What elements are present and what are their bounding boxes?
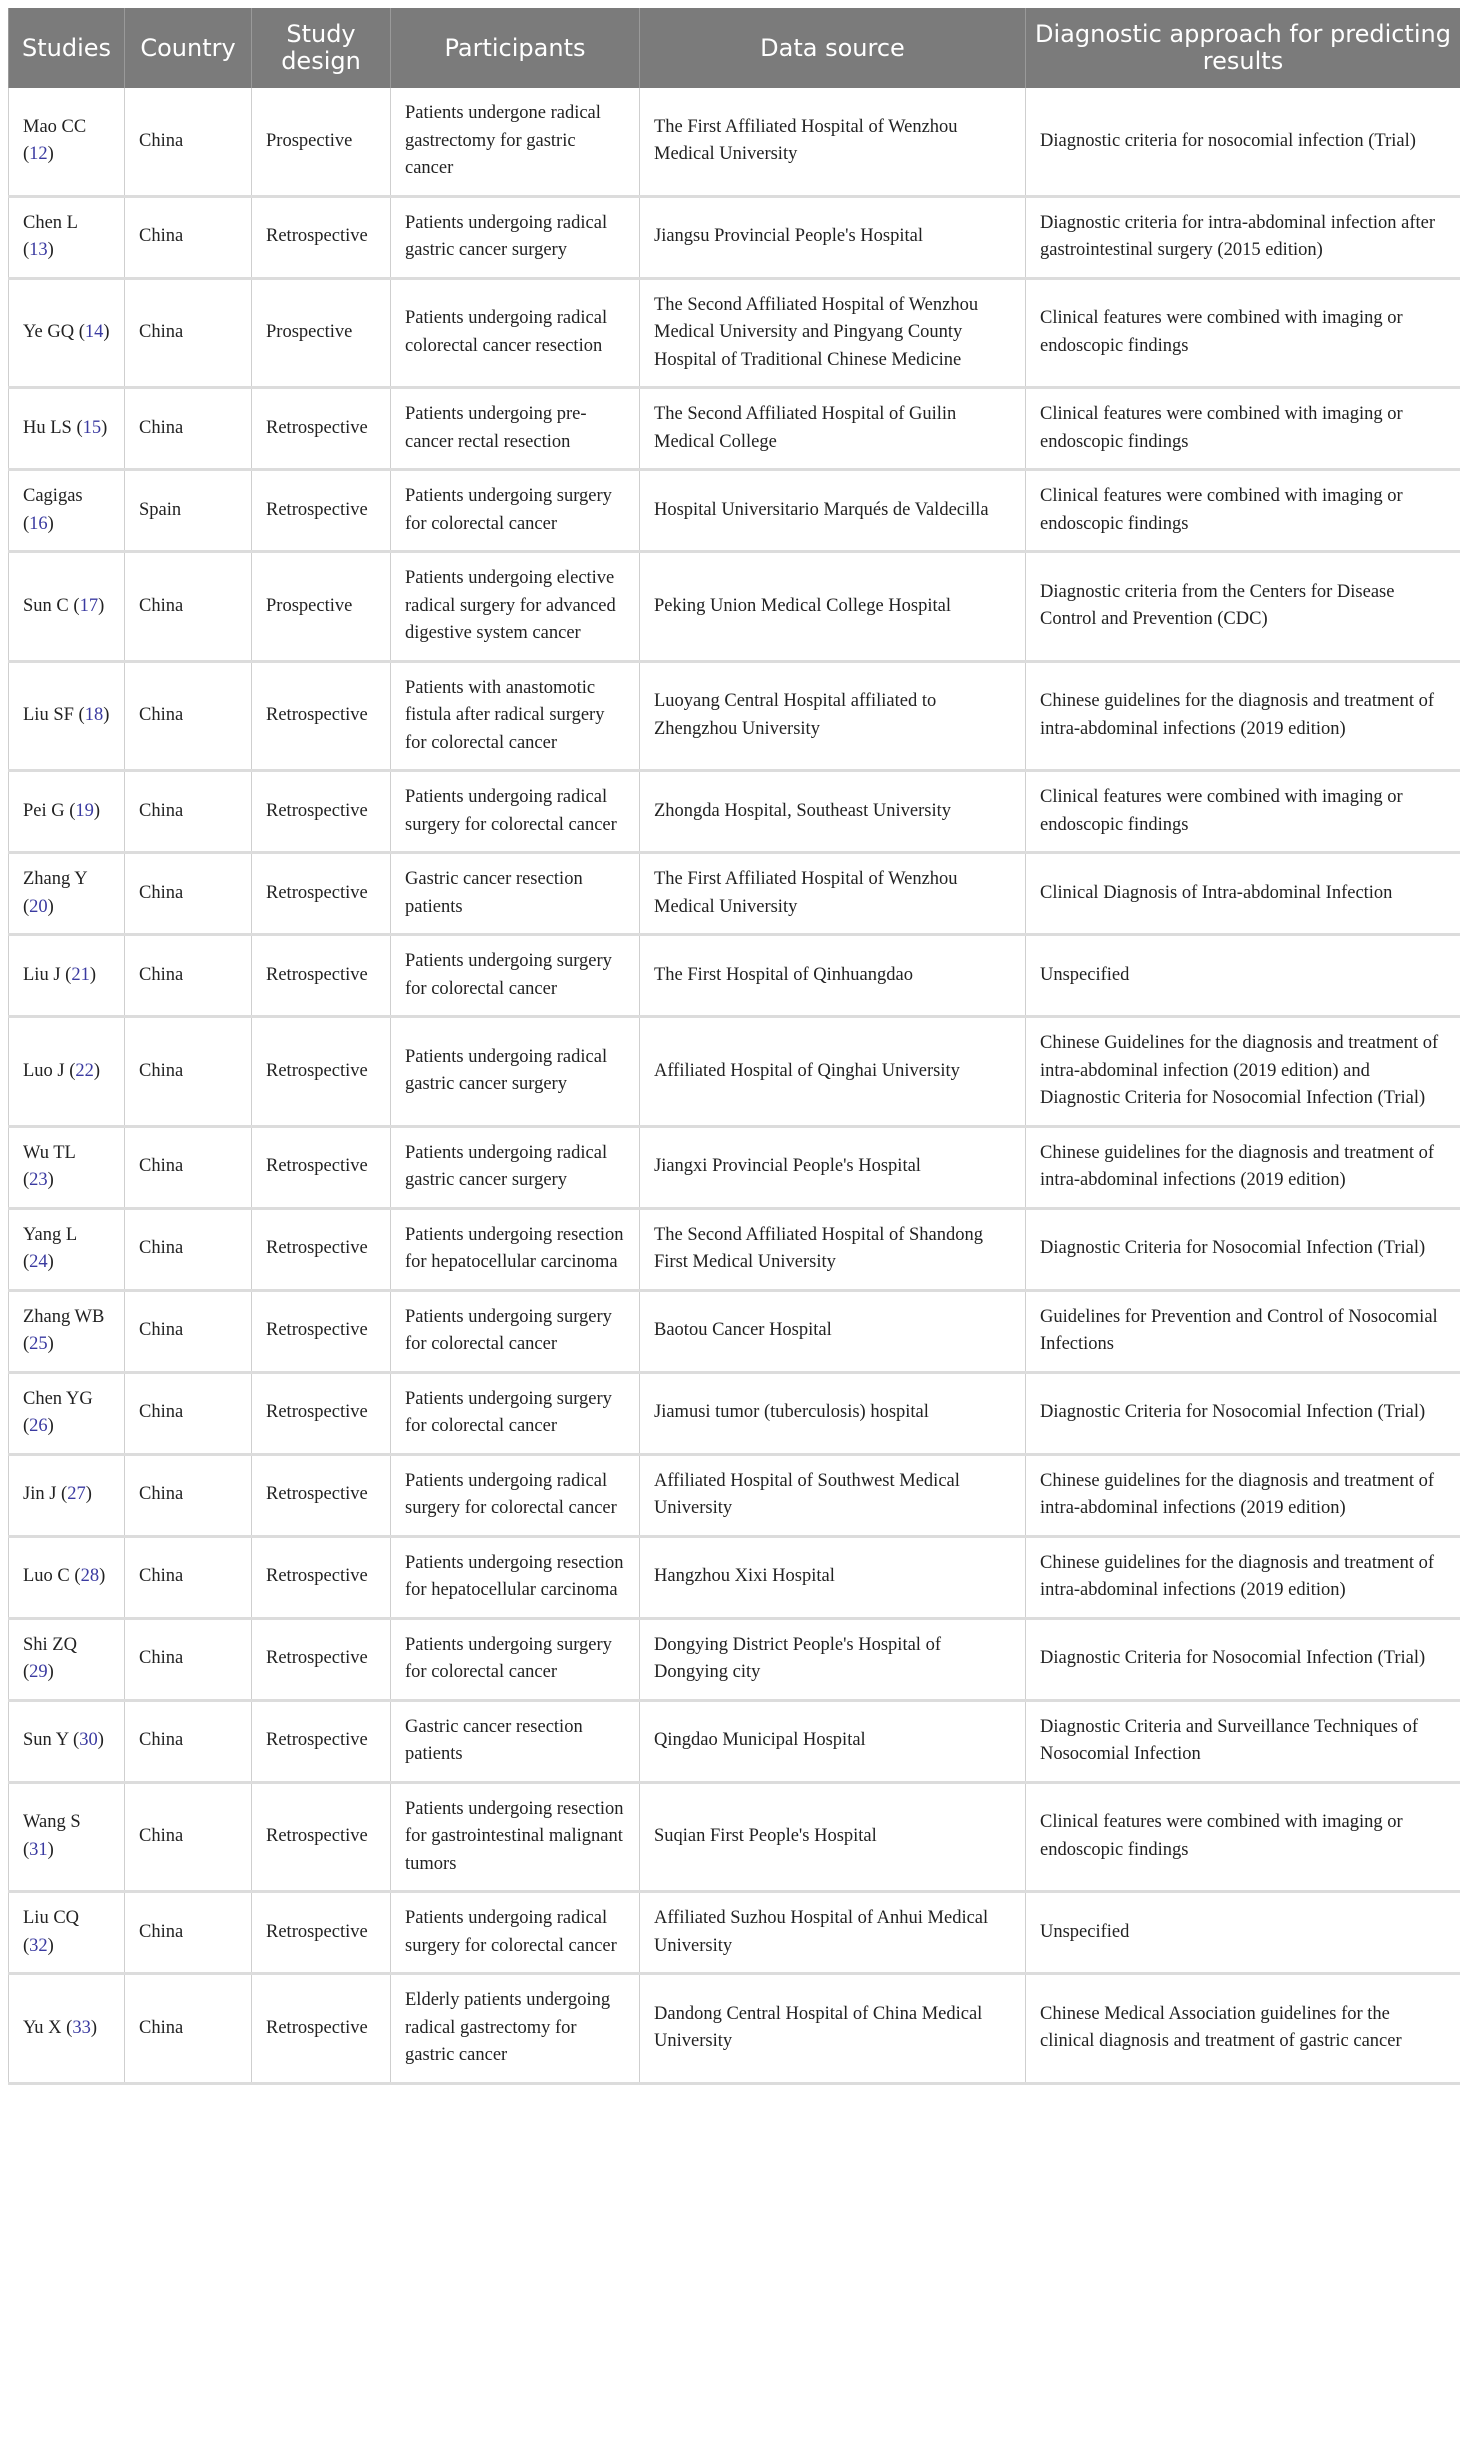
reference-link[interactable]: 20 — [29, 896, 48, 917]
cell-diagnostic-approach: Clinical features were combined with imaging or endoscopic findings — [1026, 278, 1460, 388]
study-author: Mao CC — [23, 116, 87, 137]
study-author: Chen YG — [23, 1388, 93, 1409]
cell-study: Liu CQ (32) — [9, 1892, 125, 1974]
study-author: Jin J — [23, 1484, 57, 1505]
cell-study-design: Retrospective — [252, 935, 391, 1017]
study-author: Zhang WB — [23, 1306, 105, 1327]
cell-country: China — [125, 1892, 252, 1974]
cell-diagnostic-approach: Diagnostic Criteria and Surveillance Techniques of Nosocomial Infection — [1026, 1700, 1460, 1782]
cell-participants: Patients undergoing surgery for colorectal cancer — [391, 1372, 640, 1454]
cell-data-source: The First Hospital of Qinhuangdao — [640, 935, 1026, 1017]
cell-diagnostic-approach: Chinese guidelines for the diagnosis and treatment of intra-abdominal infections (2019 edition) — [1026, 1536, 1460, 1618]
cell-study: Liu J (21) — [9, 935, 125, 1017]
cell-study-design: Retrospective — [252, 1372, 391, 1454]
reference-link[interactable]: 25 — [29, 1334, 48, 1354]
cell-country: China — [125, 661, 252, 771]
cell-country: China — [125, 196, 252, 278]
study-author: Sun C — [23, 595, 69, 616]
cell-data-source: Baotou Cancer Hospital — [640, 1290, 1026, 1372]
studies-table — [8, 8, 1460, 2085]
table-row — [9, 278, 1460, 388]
cell-participants: Patients undergoing surgery for colorectal cancer — [391, 1290, 640, 1372]
reference-link[interactable]: 29 — [29, 1662, 48, 1682]
header-participants: Participants — [391, 8, 640, 88]
cell-study: Luo C (28) — [9, 1536, 125, 1618]
cell-diagnostic-approach: Diagnostic Criteria for Nosocomial Infection (Trial) — [1026, 1618, 1460, 1700]
cell-participants: Patients undergoing resection for gastrointestinal malignant tumors — [391, 1782, 640, 1892]
cell-participants: Patients undergoing pre-cancer rectal resection — [391, 388, 640, 470]
table-row — [9, 470, 1460, 552]
cell-diagnostic-approach: Unspecified — [1026, 935, 1460, 1017]
cell-country: China — [125, 935, 252, 1017]
cell-participants: Patients undergoing surgery for colorectal cancer — [391, 935, 640, 1017]
cell-study: Luo J (22) — [9, 1017, 125, 1127]
cell-participants: Gastric cancer resection patients — [391, 853, 640, 935]
table-row — [9, 388, 1460, 470]
cell-diagnostic-approach: Clinical Diagnosis of Intra-abdominal Infection — [1026, 853, 1460, 935]
cell-participants: Patients undergoing elective radical surgery for advanced digestive system cancer — [391, 552, 640, 662]
cell-participants: Patients undergoing radical surgery for colorectal cancer — [391, 1454, 640, 1536]
cell-participants: Patients undergoing resection for hepatocellular carcinoma — [391, 1208, 640, 1290]
cell-data-source: Jiamusi tumor (tuberculosis) hospital — [640, 1372, 1026, 1454]
cell-diagnostic-approach: Diagnostic criteria from the Centers for Disease Control and Prevention (CDC) — [1026, 552, 1460, 662]
cell-study-design: Retrospective — [252, 1454, 391, 1536]
study-author: Wu TL — [23, 1142, 76, 1163]
table-row — [9, 853, 1460, 935]
cell-country: China — [125, 1454, 252, 1536]
cell-data-source: The Second Affiliated Hospital of Shandong First Medical University — [640, 1208, 1026, 1290]
cell-diagnostic-approach: Chinese Medical Association guidelines for the clinical diagnosis and treatment of gastric cancer — [1026, 1974, 1460, 2084]
table-row — [9, 1208, 1460, 1290]
table-row — [9, 1372, 1460, 1454]
cell-study-design: Retrospective — [252, 388, 391, 470]
reference-link[interactable]: 14 — [84, 322, 104, 342]
table-row — [9, 1618, 1460, 1700]
reference-link[interactable]: 18 — [84, 705, 104, 725]
reference-link[interactable]: 19 — [75, 800, 94, 821]
reference-link[interactable]: 16 — [29, 513, 48, 534]
cell-study-design: Retrospective — [252, 1700, 391, 1782]
cell-data-source: Affiliated Suzhou Hospital of Anhui Medical University — [640, 1892, 1026, 1974]
cell-country: China — [125, 1208, 252, 1290]
cell-data-source: Suqian First People's Hospital — [640, 1782, 1026, 1892]
cell-participants: Patients undergoing radical gastric cancer surgery — [391, 1017, 640, 1127]
cell-diagnostic-approach: Diagnostic Criteria for Nosocomial Infection (Trial) — [1026, 1372, 1460, 1454]
cell-participants: Patients undergoing surgery for colorectal cancer — [391, 470, 640, 552]
cell-study: Jin J (27) — [9, 1454, 125, 1536]
cell-data-source: Qingdao Municipal Hospital — [640, 1700, 1026, 1782]
cell-study-design: Retrospective — [252, 1290, 391, 1372]
table-row — [9, 661, 1460, 771]
cell-diagnostic-approach: Guidelines for Prevention and Control of Nosocomial Infections — [1026, 1290, 1460, 1372]
cell-country: China — [125, 1618, 252, 1700]
cell-data-source: Hangzhou Xixi Hospital — [640, 1536, 1026, 1618]
study-author: Liu CQ — [23, 1908, 80, 1928]
cell-participants: Patients undergoing radical surgery for colorectal cancer — [391, 771, 640, 853]
cell-diagnostic-approach: Chinese guidelines for the diagnosis and treatment of intra-abdominal infections (2019 edition) — [1026, 1126, 1460, 1208]
reference-link[interactable]: 33 — [72, 2017, 91, 2038]
cell-study-design: Retrospective — [252, 1974, 391, 2084]
cell-study: Mao CC (12) — [9, 88, 125, 196]
reference-link[interactable]: 26 — [29, 1416, 48, 1436]
cell-study-design: Retrospective — [252, 1208, 391, 1290]
reference-link[interactable]: 17 — [79, 595, 99, 616]
cell-country: China — [125, 88, 252, 196]
cell-study: Pei G (19) — [9, 771, 125, 853]
cell-study: Zhang Y (20) — [9, 853, 125, 935]
cell-study-design: Retrospective — [252, 196, 391, 278]
cell-study-design: Retrospective — [252, 1126, 391, 1208]
cell-data-source: The Second Affiliated Hospital of Guilin Medical College — [640, 388, 1026, 470]
reference-link[interactable]: 23 — [29, 1170, 48, 1190]
cell-data-source: Dongying District People's Hospital of Dongying city — [640, 1618, 1026, 1700]
cell-study: Sun Y (30) — [9, 1700, 125, 1782]
cell-diagnostic-approach: Diagnostic Criteria for Nosocomial Infection (Trial) — [1026, 1208, 1460, 1290]
cell-data-source: Luoyang Central Hospital affiliated to Zhengzhou University — [640, 661, 1026, 771]
cell-study: Yang L (24) — [9, 1208, 125, 1290]
study-author: Yang L — [23, 1224, 77, 1245]
cell-diagnostic-approach: Unspecified — [1026, 1892, 1460, 1974]
cell-data-source: Affiliated Hospital of Southwest Medical University — [640, 1454, 1026, 1536]
study-author: Liu J — [23, 964, 61, 985]
cell-study: Wu TL (23) — [9, 1126, 125, 1208]
reference-link[interactable]: 15 — [82, 417, 102, 438]
table-row — [9, 1700, 1460, 1782]
cell-study: Yu X (33) — [9, 1974, 125, 2084]
study-author: Pei G — [23, 800, 65, 821]
cell-data-source: Peking Union Medical College Hospital — [640, 552, 1026, 662]
study-author: Sun Y — [23, 1730, 69, 1751]
cell-study: Chen L (13) — [9, 196, 125, 278]
cell-study-design: Retrospective — [252, 1892, 391, 1974]
cell-participants: Patients undergoing radical surgery for colorectal cancer — [391, 1892, 640, 1974]
cell-diagnostic-approach: Chinese guidelines for the diagnosis and treatment of intra-abdominal infections (2019 edition) — [1026, 1454, 1460, 1536]
cell-study: Wang S (31) — [9, 1782, 125, 1892]
cell-country: China — [125, 552, 252, 662]
cell-country: China — [125, 1974, 252, 2084]
table-row — [9, 1017, 1460, 1127]
table-row — [9, 1126, 1460, 1208]
reference-link[interactable]: 21 — [71, 964, 90, 985]
reference-link[interactable]: 13 — [29, 240, 48, 260]
cell-study-design: Retrospective — [252, 853, 391, 935]
cell-diagnostic-approach: Clinical features were combined with imaging or endoscopic findings — [1026, 470, 1460, 552]
reference-link[interactable]: 30 — [79, 1730, 98, 1751]
study-author: Chen L — [23, 212, 78, 233]
header-row — [9, 8, 1460, 88]
cell-data-source: Zhongda Hospital, Southeast University — [640, 771, 1026, 853]
cell-participants: Patients undergoing radical colorectal cancer resection — [391, 278, 640, 388]
cell-diagnostic-approach: Clinical features were combined with imaging or endoscopic findings — [1026, 771, 1460, 853]
cell-country: China — [125, 771, 252, 853]
cell-participants: Patients with anastomotic fistula after radical surgery for colorectal cancer — [391, 661, 640, 771]
cell-study-design: Prospective — [252, 278, 391, 388]
cell-data-source: The First Affiliated Hospital of Wenzhou Medical University — [640, 88, 1026, 196]
table-row — [9, 1536, 1460, 1618]
reference-link[interactable]: 28 — [80, 1566, 100, 1587]
reference-link[interactable]: 32 — [29, 1935, 48, 1956]
header-studies: Studies — [9, 8, 125, 88]
cell-study-design: Retrospective — [252, 1782, 391, 1892]
reference-link[interactable]: 24 — [29, 1252, 48, 1272]
cell-country: Spain — [125, 470, 252, 552]
cell-participants: Patients undergoing surgery for colorectal cancer — [391, 1618, 640, 1700]
table-row — [9, 1290, 1460, 1372]
cell-country: China — [125, 853, 252, 935]
cell-study-design: Retrospective — [252, 771, 391, 853]
study-author: Yu X — [23, 2017, 62, 2038]
reference-link[interactable]: 12 — [29, 144, 48, 165]
cell-country: China — [125, 1290, 252, 1372]
table-row — [9, 552, 1460, 662]
cell-study: Shi ZQ (29) — [9, 1618, 125, 1700]
study-author: Luo C — [23, 1566, 70, 1587]
cell-study-design: Retrospective — [252, 1618, 391, 1700]
reference-link[interactable]: 27 — [67, 1484, 86, 1505]
cell-data-source: The Second Affiliated Hospital of Wenzhou Medical University and Pingyang County Hospital of Traditional Chinese Medicine — [640, 278, 1026, 388]
cell-data-source: Affiliated Hospital of Qinghai University — [640, 1017, 1026, 1127]
cell-participants: Patients undergoing radical gastric cancer surgery — [391, 196, 640, 278]
cell-data-source: The First Affiliated Hospital of Wenzhou Medical University — [640, 853, 1026, 935]
study-author: Zhang Y — [23, 869, 87, 889]
cell-participants: Elderly patients undergoing radical gastrectomy for gastric cancer — [391, 1974, 640, 2084]
cell-study-design: Prospective — [252, 552, 391, 662]
table-row — [9, 935, 1460, 1017]
cell-study: Zhang WB (25) — [9, 1290, 125, 1372]
cell-study-design: Retrospective — [252, 1536, 391, 1618]
study-author: Cagigas — [23, 486, 83, 506]
study-author: Shi ZQ — [23, 1634, 77, 1655]
cell-country: China — [125, 278, 252, 388]
table-row — [9, 1782, 1460, 1892]
cell-participants: Gastric cancer resection patients — [391, 1700, 640, 1782]
table-row — [9, 88, 1460, 196]
cell-study: Chen YG (26) — [9, 1372, 125, 1454]
cell-country: China — [125, 1536, 252, 1618]
cell-diagnostic-approach: Chinese Guidelines for the diagnosis and treatment of intra-abdominal infection (2019 edition) and Diagnostic Criteria for Nosocomial Infection (Trial) — [1026, 1017, 1460, 1127]
study-author: Luo J — [23, 1060, 65, 1081]
table-row — [9, 1892, 1460, 1974]
cell-study: Ye GQ (14) — [9, 278, 125, 388]
cell-diagnostic-approach: Clinical features were combined with imaging or endoscopic findings — [1026, 1782, 1460, 1892]
cell-participants: Patients undergone radical gastrectomy for gastric cancer — [391, 88, 640, 196]
table-row — [9, 1974, 1460, 2084]
cell-country: China — [125, 388, 252, 470]
cell-country: China — [125, 1782, 252, 1892]
study-author: Liu SF — [23, 705, 74, 725]
header-study-design: Study design — [252, 8, 391, 88]
cell-country: China — [125, 1126, 252, 1208]
cell-study-design: Retrospective — [252, 661, 391, 771]
header-country: Country — [125, 8, 252, 88]
reference-link[interactable]: 31 — [29, 1839, 48, 1860]
table-row — [9, 196, 1460, 278]
cell-participants: Patients undergoing radical gastric cancer surgery — [391, 1126, 640, 1208]
cell-participants: Patients undergoing resection for hepatocellular carcinoma — [391, 1536, 640, 1618]
cell-diagnostic-approach: Diagnostic criteria for nosocomial infection (Trial) — [1026, 88, 1460, 196]
study-author: Hu LS — [23, 417, 72, 438]
cell-study-design: Prospective — [252, 88, 391, 196]
cell-data-source: Dandong Central Hospital of China Medical University — [640, 1974, 1026, 2084]
cell-study: Liu SF (18) — [9, 661, 125, 771]
header-data-source: Data source — [640, 8, 1026, 88]
table-row — [9, 771, 1460, 853]
cell-study: Sun C (17) — [9, 552, 125, 662]
cell-diagnostic-approach: Clinical features were combined with imaging or endoscopic findings — [1026, 388, 1460, 470]
reference-link[interactable]: 22 — [75, 1060, 94, 1081]
cell-country: China — [125, 1372, 252, 1454]
table-body — [9, 88, 1460, 2083]
cell-diagnostic-approach: Chinese guidelines for the diagnosis and treatment of intra-abdominal infections (2019 edition) — [1026, 661, 1460, 771]
header-diagnostic-approach: Diagnostic approach for predicting results — [1026, 8, 1460, 88]
cell-data-source: Jiangsu Provincial People's Hospital — [640, 196, 1026, 278]
study-author: Wang S — [23, 1812, 81, 1833]
cell-diagnostic-approach: Diagnostic criteria for intra-abdominal infection after gastrointestinal surgery (2015 edition) — [1026, 196, 1460, 278]
cell-data-source: Jiangxi Provincial People's Hospital — [640, 1126, 1026, 1208]
cell-study-design: Retrospective — [252, 1017, 391, 1127]
cell-study: Cagigas (16) — [9, 470, 125, 552]
cell-country: China — [125, 1017, 252, 1127]
cell-study-design: Retrospective — [252, 470, 391, 552]
cell-country: China — [125, 1700, 252, 1782]
cell-data-source: Hospital Universitario Marqués de Valdecilla — [640, 470, 1026, 552]
study-author: Ye GQ — [23, 322, 75, 342]
cell-study: Hu LS (15) — [9, 388, 125, 470]
table-row — [9, 1454, 1460, 1536]
